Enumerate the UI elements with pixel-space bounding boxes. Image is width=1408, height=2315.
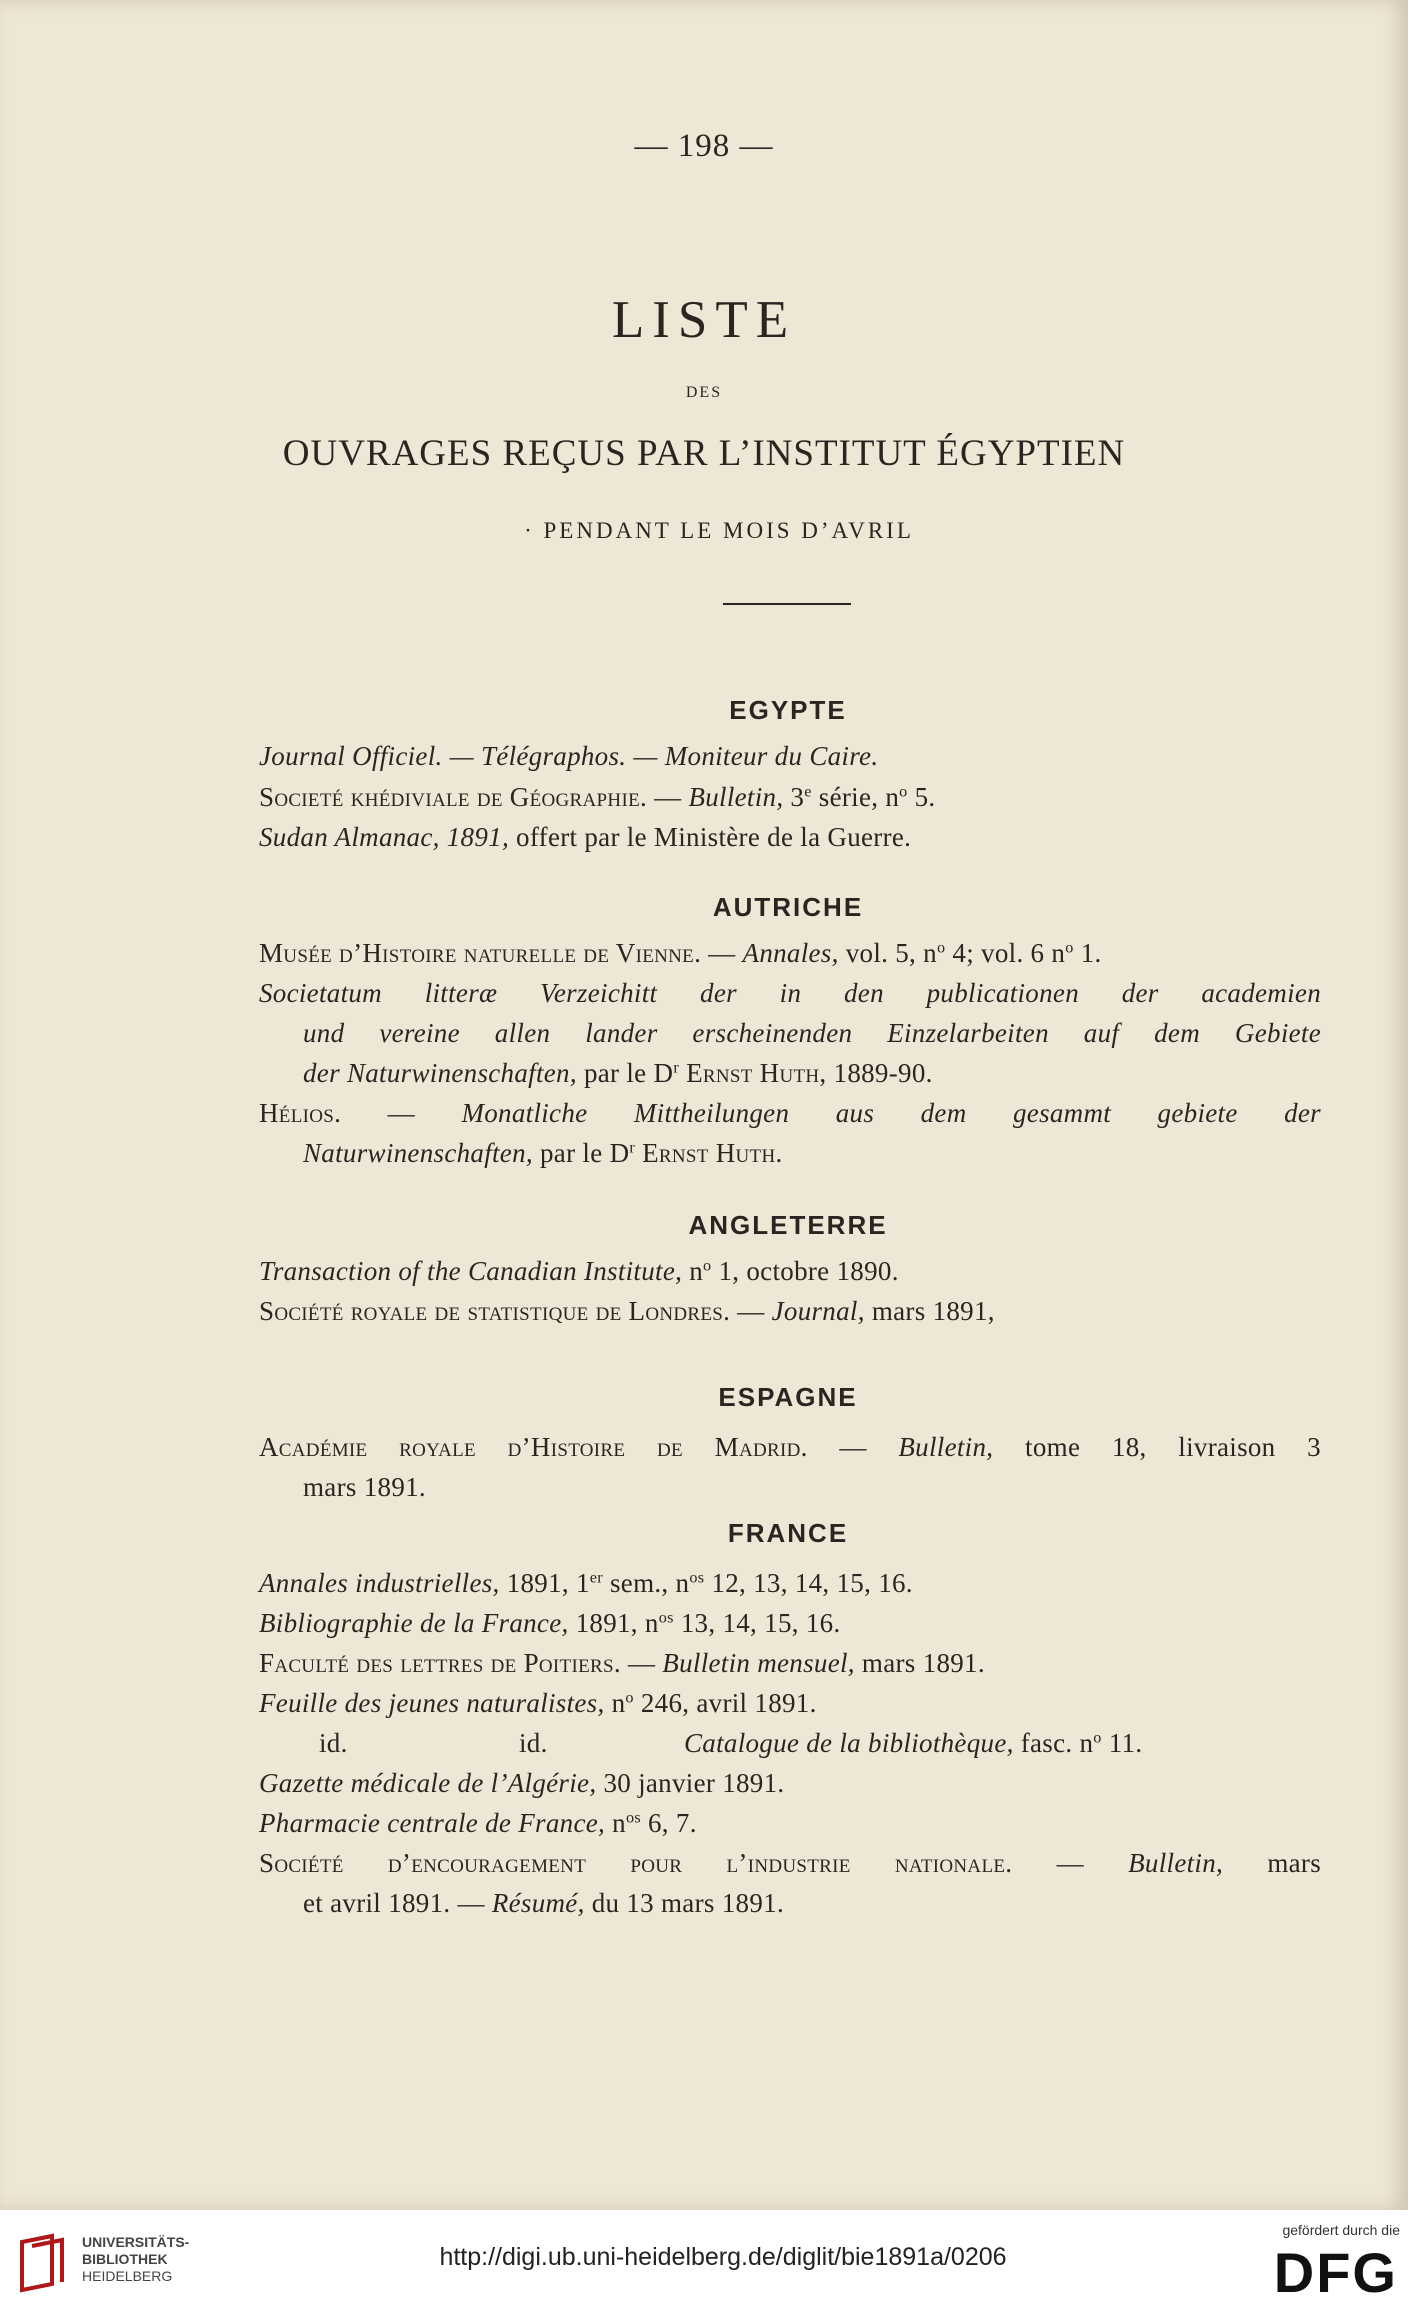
- title-des: DES: [685, 384, 723, 401]
- entry-line: Société d’encouragement pour l’industrie nationale. — Bulletin, mars: [259, 1848, 1321, 1878]
- entry-line: Société royale de statistique de Londres. — Journal, mars 1891,: [259, 1296, 995, 1326]
- entry-line: Annales industrielles, 1891, 1er sem., $n^{os}$ 12, 13, 14, 15, 16.: [259, 1568, 913, 1598]
- footer-bar: [0, 2210, 1408, 2315]
- library-logo-icon: [12, 2232, 74, 2294]
- section-heading-autriche: AUTRICHE: [712, 892, 864, 922]
- entry-line: Journal Officiel. — Télégraphos. — Moniteur du Caire.: [259, 741, 879, 771]
- section-heading-egypte: EGYPTE: [729, 695, 847, 725]
- entry-line: Gazette médicale de l’Algérie, 30 janvier 1891.: [259, 1768, 785, 1798]
- page-number: — 198 —: [634, 128, 774, 164]
- title-liste: LISTE: [611, 291, 797, 349]
- entry-line: Hélios. — Monatliche Mittheilungen aus dem gesammt gebiete der: [259, 1098, 1321, 1128]
- title-ouvrages: OUVRAGES REÇUS PAR L’INSTITUT ÉGYPTIEN: [282, 433, 1126, 474]
- entry-line: Pharmacie centrale de France, $n^{os}$ 6, 7.: [259, 1808, 697, 1838]
- entry-line: Feuille des jeunes naturalistes, $n^o$ 246, avril 1891.: [259, 1688, 817, 1718]
- section-heading-espagne: ESPAGNE: [718, 1382, 858, 1412]
- entry-line: Sudan Almanac, 1891, offert par le Ministère de la Guerre.: [259, 822, 912, 852]
- source-url-link[interactable]: http://digi.ub.uni-heidelberg.de/diglit/bie1891a/0206: [439, 2243, 1007, 2271]
- section-heading-angleterre: ANGLETERRE: [688, 1210, 888, 1240]
- section-heading-france: FRANCE: [727, 1518, 849, 1548]
- entry-line: Naturwinenschaften, par le $D^r$ Ernst Huth.: [303, 1138, 783, 1168]
- entry-line: et avril 1891. — Résumé, du 13 mars 1891.: [303, 1888, 784, 1918]
- title-pendant: · PENDANT LE MOIS D’AVRIL: [524, 518, 914, 543]
- entry-line: Musée d’Histoire naturelle de Vienne. — Annales, vol. 5, $n^o$ 4; vol. 6 $n^o$ 1.: [259, 938, 1102, 968]
- library-name: UNIVERSITÄTS- BIBLIOTHEK HEIDELBERG: [82, 2234, 190, 2284]
- entry-line: Transaction of the Canadian Institute, $n^o$ 1, octobre 1890.: [259, 1256, 899, 1286]
- entry-line: der Naturwinenschaften, par le $D^r$ Ernst Huth, 1889-90.: [303, 1058, 933, 1088]
- funded-by-label: gefördert durch die: [1282, 2222, 1400, 2238]
- entry-line: Académie royale d’Histoire de Madrid. — Bulletin, tome 18, livraison 3: [259, 1432, 1321, 1462]
- scanned-page: — 198 — LISTE DES OUVRAGES REÇUS PAR L’INSTITUT ÉGYPTIEN · PENDANT LE MOIS D’AVRIL EGYPTE Journal Officiel. — Télégraphos. — Moniteur du Caire. Societé khédiviale de Géographie. — Bulletin, 3e série, $n^o$ 5. Sudan Almanac, 1891, offert par le Ministère de la Guerre. AUTRICHE Musée d’Histoire naturelle de Vienne. — Annales, vol. 5, $n^o$ 4; vol. 6 $n^o$ 1. Societatum litteræ Verzeichitt der in den publicationen der academien und vereine allen lander erscheinenden Einzelarbeiten auf dem Gebiete der Naturwinenschaften, par le $D^r$ Ernst Huth, 1889-90. Hélios. — Monatliche Mittheilungen aus dem gesammt gebiete der Naturwinenschaften, par le $D^r$ Ernst Huth. ANGLETERRE Transaction of the Canadian Institute, $n^o$ 1, octobre 1890. Société royale de statistique de Londres. — Journal, mars 1891, ESPAGNE Académie royale d’Histoire de Madrid. — Bulletin, tome 18, livraison 3 mars 1891. FRANCE Annales industrielles, 1891, 1er sem., $n^{os}$ 12, 13, 14, 15, 16. Bibliographie de la France, 1891, $n^{os}$ 13, 14, 15, 16. Faculté des lettres de Poitiers. — Bulletin mensuel, mars 1891. Feuille des jeunes naturalistes, $n^o$ 246, avril 1891. id. id. Catalogue de la bibliothèque, fasc. $n^o$ 11. Gazette médicale de l’Algérie, 30 janvier 1891. Pharmacie centrale de France, $n^{os}$ 6, 7. Société d’encouragement pour l’industrie nationale. — Bulletin, mars et avril 1891. — Résumé, du 13 mars 1891.: [0, 0, 1408, 2210]
- entry-line: Societatum litteræ Verzeichitt der in den publicationen der academien: [259, 978, 1321, 1008]
- entry-line: Societé khédiviale de Géographie. — Bulletin, 3e série, $n^o$ 5.: [259, 782, 936, 812]
- entry-line: und vereine allen lander erscheinenden Einzelarbeiten auf dem Gebiete: [303, 1018, 1321, 1048]
- title-rule: [723, 603, 851, 605]
- entry-line: mars 1891.: [303, 1472, 426, 1502]
- entry-line: Faculté des lettres de Poitiers. — Bulletin mensuel, mars 1891.: [259, 1648, 985, 1678]
- entry-line: Bibliographie de la France, 1891, $n^{os}$ 13, 14, 15, 16.: [259, 1608, 841, 1638]
- dfg-logo: DFG: [1273, 2241, 1398, 2304]
